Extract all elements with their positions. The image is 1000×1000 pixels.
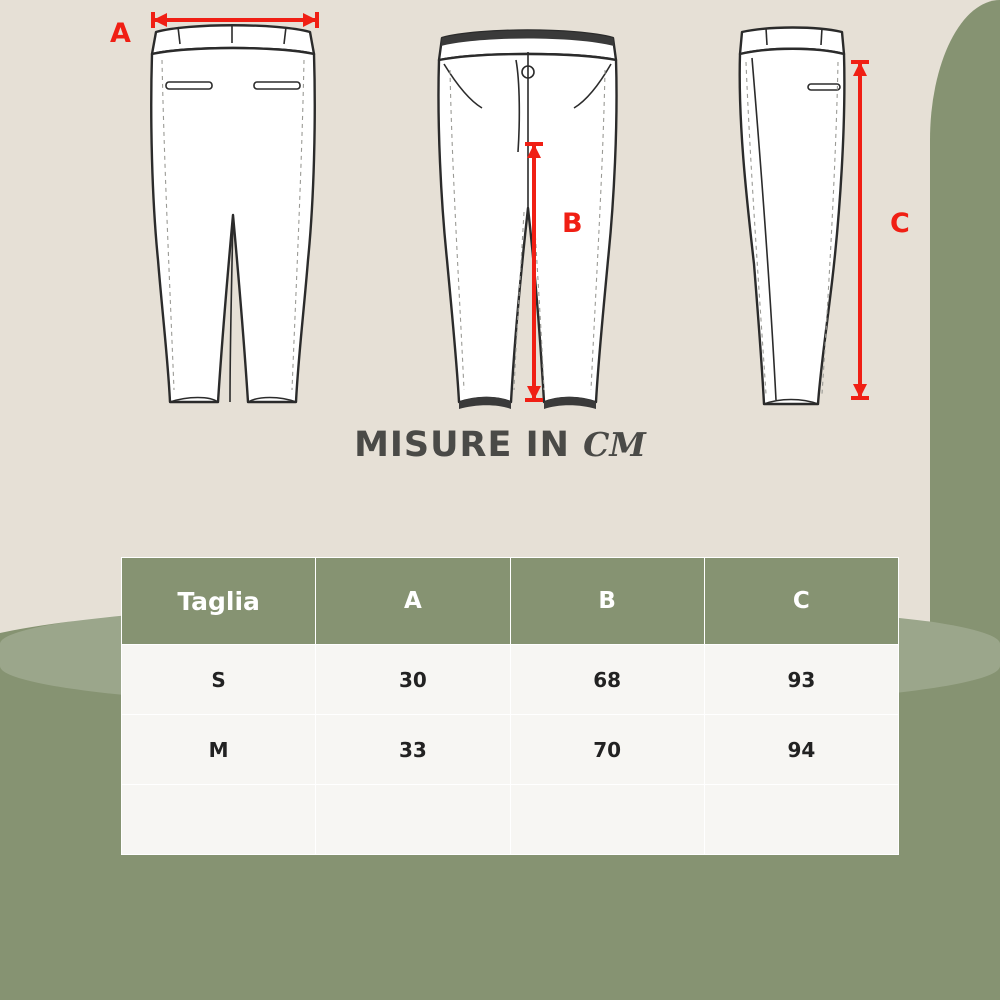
measure-c-arrow <box>848 56 872 404</box>
measure-b-arrow <box>522 138 546 406</box>
measure-a-cell <box>316 785 510 855</box>
measure-b-cell: 68 <box>510 645 704 715</box>
table-row <box>122 645 899 715</box>
measure-b-cell: 70 <box>510 715 704 785</box>
size-cell: M <box>122 715 316 785</box>
size-cell <box>122 785 316 855</box>
table-row <box>122 785 899 855</box>
table-header-row <box>122 558 899 645</box>
size-cell: S <box>122 645 316 715</box>
table-header-c: C <box>704 558 898 645</box>
measure-c-label: C <box>890 208 910 239</box>
measure-a-arrow <box>145 8 325 32</box>
size-table <box>121 557 899 855</box>
caption-unit: CM <box>583 425 646 464</box>
measure-a-cell: 30 <box>316 645 510 715</box>
measure-b-cell <box>510 785 704 855</box>
table-header-b: B <box>510 558 704 645</box>
trousers-side-view <box>730 14 860 414</box>
measure-c-cell: 93 <box>704 645 898 715</box>
measure-c-cell: 94 <box>704 715 898 785</box>
trousers-illustrations <box>0 0 1000 430</box>
measure-c-cell <box>704 785 898 855</box>
table-header-a: A <box>316 558 510 645</box>
trousers-back-view <box>118 10 348 420</box>
table-row <box>122 715 899 785</box>
measure-a-cell: 33 <box>316 715 510 785</box>
caption <box>0 425 1000 465</box>
size-table-wrapper <box>121 557 899 855</box>
caption-text: MISURE IN <box>354 425 584 465</box>
measure-b-label: B <box>562 208 583 239</box>
measure-a-label: A <box>110 18 131 49</box>
table-header-taglia: Taglia <box>122 558 316 645</box>
